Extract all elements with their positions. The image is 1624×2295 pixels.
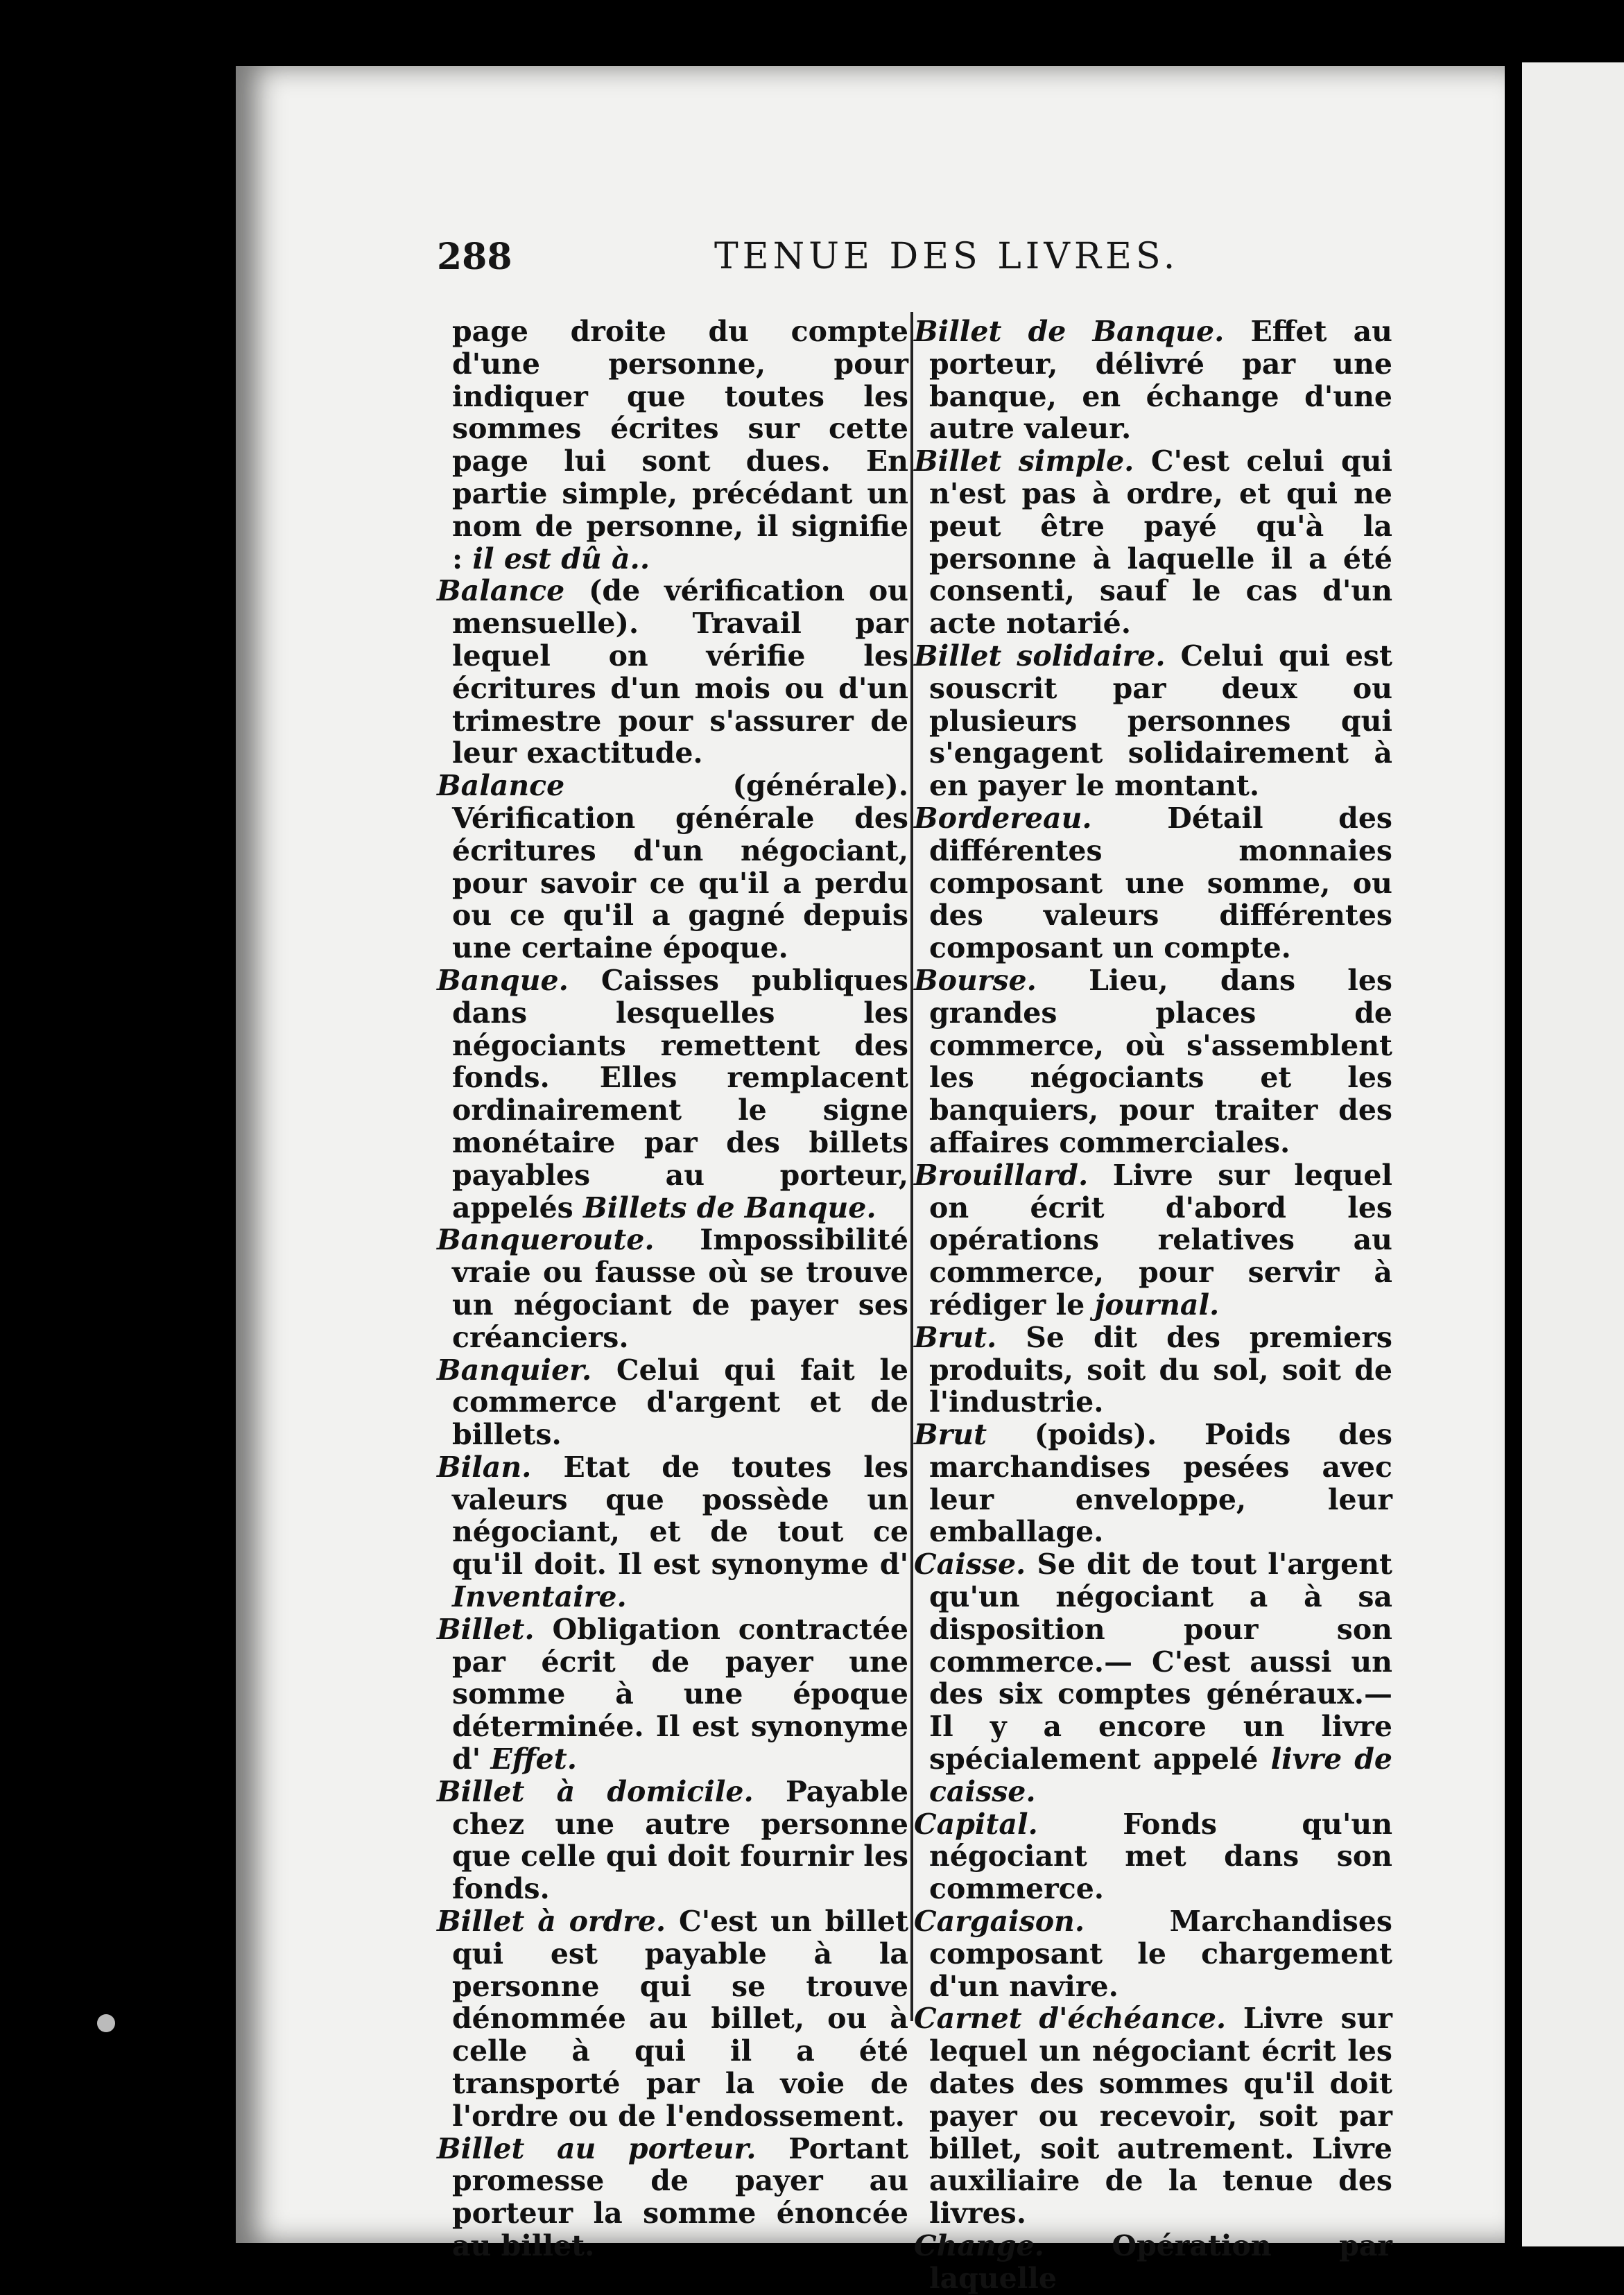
column-divider <box>910 312 913 2021</box>
right-column <box>914 315 1392 2295</box>
entry-definition: Fonds qu'un négociant met dans son commerce. <box>929 1807 1392 1906</box>
entry-italic-reference: Inventaire. <box>452 1580 627 1614</box>
glossary-entry <box>914 1322 1392 1419</box>
facing-page-edge <box>1522 62 1624 2246</box>
glossary-entry <box>437 1451 908 1613</box>
entry-definition: Détail des différentes monnaies composant une somme, ou des valeurs différentes composant un compte. <box>929 801 1392 965</box>
entry-term: Brut <box>914 1418 987 1452</box>
entry-term: Balance <box>437 574 565 608</box>
page-header <box>437 236 1394 291</box>
glossary-entry <box>437 1354 908 1451</box>
glossary-entry <box>914 2230 1392 2295</box>
glossary-entry <box>437 1776 908 1905</box>
entry-term: Billet simple. <box>914 444 1134 478</box>
entry-definition: Effet au porteur, délivré par une banque, en échange d'une autre valeur. <box>929 315 1392 446</box>
entry-definition: Portant promesse de payer au porteur la somme énoncée au billet. <box>452 2131 909 2263</box>
glossary-entry <box>914 1548 1392 1808</box>
entry-definition: Caisses publiques dans lesquelles les négociants remettent des fonds. Elles remplacent ordinairement le signe monétaire par des billets payables au porteur, appelés <box>452 963 908 1224</box>
running-title: TENUE DES LIVRES. <box>714 236 1180 277</box>
entry-definition: C'est celui qui n'est pas à ordre, et qui ne peut être payé qu'à la personne à laquelle il a été consenti, sauf le cas d'un acte notarié. <box>929 444 1392 641</box>
entry-definition: (générale). Vérification générale des écritures d'un négociant, pour savoir ce qu'il a perdu ou ce qu'il a gagné depuis une certaine époque. <box>452 769 908 965</box>
entry-term: Billet à domicile. <box>437 1774 754 1808</box>
glossary-entry <box>437 575 908 770</box>
glossary-entry <box>914 1159 1392 1322</box>
glossary-entry <box>437 1224 908 1353</box>
entry-definition: Obligation contractée par écrit de payer une somme à une époque déterminée. Il est synonyme d' <box>452 1612 908 1776</box>
entry-term: Caisse. <box>914 1548 1026 1582</box>
entry-term: Billet au porteur. <box>437 2131 757 2165</box>
glossary-entry <box>914 315 1392 445</box>
entry-definition: page droite du compte d'une personne, pour indiquer que toutes les sommes écrites sur cette page lui sont dues. En partie simple, précédant un nom de personne, il signifie : <box>452 315 908 575</box>
glossary-entry <box>914 1419 1392 1548</box>
entry-term: Bordereau. <box>914 801 1092 835</box>
entry-definition: Marchandises composant le chargement d'un navire. <box>929 1905 1392 2003</box>
entry-term: Billet de Banque. <box>914 315 1225 348</box>
entry-definition: (poids). Poids des marchandises pesées avec leur enveloppe, leur emballage. <box>929 1418 1392 1549</box>
entry-term: Balance <box>437 769 565 803</box>
glossary-entry <box>914 640 1392 802</box>
entry-italic-reference: il est dû à.. <box>472 542 650 575</box>
entry-term: Brut. <box>914 1320 997 1354</box>
entry-term: Bourse. <box>914 963 1037 997</box>
entry-definition: Livre sur lequel on écrit d'abord les opérations relatives au commerce, pour servir à rédiger le <box>929 1158 1392 1322</box>
entry-term: Carnet d'échéance. <box>914 2002 1227 2036</box>
entry-italic-reference: journal. <box>1094 1288 1220 1322</box>
entry-italic-reference: Effet. <box>490 1742 577 1776</box>
glossary-entry <box>437 770 908 964</box>
glossary-entry <box>914 1905 1392 2002</box>
entry-term: Banquier. <box>437 1353 592 1387</box>
entry-definition: C'est un billet qui est payable à la personne qui se trouve dénommée au billet, ou à celle à qui il a été transporté par la voie de l'ordre ou de l'endossement. <box>452 1905 909 2133</box>
entry-definition: (de vérification ou mensuelle). Travail par lequel on vérifie les écritures d'un mois ou d'un trimestre pour s'assurer de leur exactitude. <box>452 574 908 770</box>
glossary-entry <box>437 1613 908 1776</box>
entry-definition: Payable chez une autre personne que celle qui doit fournir les fonds. <box>452 1774 908 1906</box>
entry-definition: Etat de toutes les valeurs que possède un négociant, et de tout ce qu'il doit. Il est synonyme d' <box>452 1450 908 1582</box>
entry-definition: Opération par laquelle <box>929 2229 1392 2295</box>
entry-term: Billet. <box>437 1612 535 1646</box>
entry-italic-reference: Billets de Banque. <box>583 1190 876 1224</box>
glossary-entry <box>437 2133 908 2262</box>
entry-term: Bilan. <box>437 1450 532 1484</box>
entry-term: Banqueroute. <box>437 1223 655 1257</box>
entry-term: Cargaison. <box>914 1905 1085 1939</box>
glossary-entry <box>914 964 1392 1159</box>
entry-term: Capital. <box>914 1807 1038 1841</box>
entry-term: Brouillard. <box>914 1158 1089 1192</box>
entry-definition: Se dit des premiers produits, soit du sol, soit de l'industrie. <box>929 1320 1392 1419</box>
scan-speck <box>97 2014 115 2032</box>
glossary-entry <box>437 964 908 1224</box>
entry-term: Billet solidaire. <box>914 639 1166 673</box>
entry-definition: Se dit de tout l'argent qu'un négociant a à sa disposition pour son commerce.— C'est aussi un des six comptes généraux.—Il y a encore un livre spécialement appelé <box>929 1548 1392 1776</box>
entry-definition: Celui qui fait le commerce d'argent et de billets. <box>452 1353 908 1452</box>
entry-definition: Lieu, dans les grandes places de commerce, où s'assemblent les négociants et les banquiers, pour traiter des affaires commerciales. <box>929 963 1392 1159</box>
entry-definition: Celui qui est souscrit par deux ou plusieurs personnes qui s'engagent solidairement à en payer le montant. <box>929 639 1392 803</box>
glossary-entry <box>437 1905 908 2133</box>
glossary-entry <box>914 1808 1392 1905</box>
glossary-entry <box>437 315 908 575</box>
entry-definition: Livre sur lequel un négociant écrit les dates des sommes qu'il doit payer ou recevoir, soit par billet, soit autrement. Livre auxiliaire de la tenue des livres. <box>929 2002 1392 2231</box>
glossary-entry <box>914 445 1392 640</box>
page-number: 288 <box>437 236 512 278</box>
entry-italic-reference: livre de caisse. <box>929 1742 1392 1808</box>
left-column <box>437 315 909 2263</box>
glossary-entry <box>914 2002 1392 2230</box>
entry-definition: Impossibilité vraie ou fausse où se trouve un négociant de payer ses créanciers. <box>452 1223 908 1354</box>
entry-term: Change. <box>914 2229 1044 2263</box>
glossary-entry <box>914 802 1392 964</box>
entry-term: Billet à ordre. <box>437 1905 666 1939</box>
entry-term: Banque. <box>437 963 569 997</box>
